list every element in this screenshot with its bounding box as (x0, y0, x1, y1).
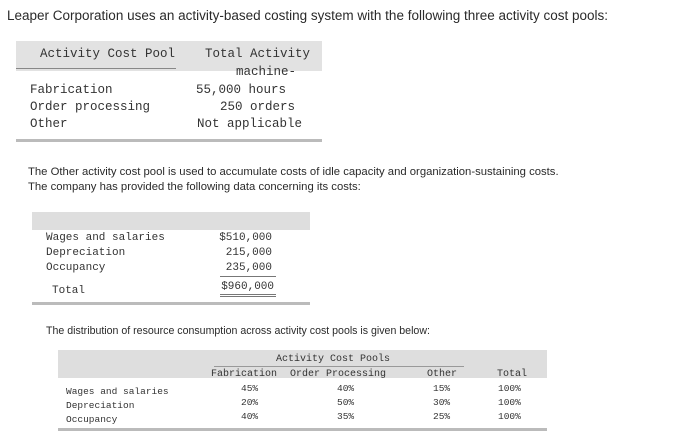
table3-row-depreciation-other: 30% (433, 397, 451, 408)
table1-row-other-label: Other (30, 117, 68, 131)
table3-row-wages-fabrication: 45% (241, 383, 259, 394)
table3-group-rule (214, 366, 464, 367)
table1-col1-header: Activity Cost Pool (40, 47, 176, 61)
table2-row-depreciation-label: Depreciation (46, 247, 126, 259)
table1-header-rule (16, 68, 176, 69)
table1-unit-line: machine- (235, 65, 296, 79)
table3-row-depreciation-fabrication: 20% (241, 397, 259, 408)
table2-total-double-rule (220, 294, 276, 297)
table3-col-order: Order Processing (290, 369, 387, 380)
table3-row-wages-label: Wages and salaries (66, 386, 169, 397)
table1-row-fabrication-value: 55,000 hours (195, 83, 286, 97)
table3-row-occupancy-label: Occupancy (66, 414, 118, 425)
table3-row-wages-total: 100% (498, 383, 521, 394)
table3-row-occupancy-fabrication: 40% (241, 411, 259, 422)
table3-col-total: Total (497, 369, 528, 380)
table3-row-wages-order: 40% (337, 383, 355, 394)
table1-col2-header: Total Activity (205, 47, 311, 61)
table1-row-fabrication-label: Fabrication (30, 83, 113, 97)
table3-bottom-rule (58, 428, 547, 431)
table2-row-wages-label: Wages and salaries (46, 232, 165, 244)
table3-row-occupancy-other: 25% (433, 411, 451, 422)
table3-row-occupancy-order: 35% (337, 411, 355, 422)
table3-row-occupancy-total: 100% (498, 411, 521, 422)
table3-row-depreciation-label: Depreciation (66, 400, 135, 411)
table3-row-depreciation-total: 100% (498, 397, 521, 408)
para3-text: The distribution of resource consumption across activity cost pools is given below: (46, 325, 430, 337)
table1-row-order-label: Order processing (30, 100, 151, 114)
para2-line2: The company has provided the following data concerning its costs: (28, 181, 361, 193)
table3-col-other: Other (427, 369, 458, 380)
table2-bottom-rule (32, 302, 310, 305)
para2-line1: The Other activity cost pool is used to accumulate costs of idle capacity and organization-sustaining costs. (28, 166, 559, 178)
table2-row-wages-value: $510,000 (219, 232, 272, 244)
table3-row-wages-other: 15% (433, 383, 451, 394)
table2-total-label: Total (52, 285, 86, 297)
table1-bottom-rule (16, 139, 322, 142)
table3-col-fabrication: Fabrication (211, 369, 278, 380)
table2-row-occupancy-label: Occupancy (46, 262, 106, 274)
table3-group-header: Activity Cost Pools (275, 354, 391, 365)
intro-text: Leaper Corporation uses an activity-based costing system with the following three activity cost pools: (7, 8, 609, 23)
table3-row-depreciation-order: 50% (337, 397, 355, 408)
table2-total-value: $960,000 (221, 281, 274, 293)
table2-row-occupancy-value: 235,000 (225, 262, 272, 274)
table2-row-depreciation-value: 215,000 (225, 247, 272, 259)
table2-subtotal-rule (220, 276, 276, 277)
table1-row-order-value: 250 orders (219, 100, 295, 114)
table2-header-band (32, 212, 310, 230)
table1-row-other-value: Not applicable (196, 117, 302, 131)
